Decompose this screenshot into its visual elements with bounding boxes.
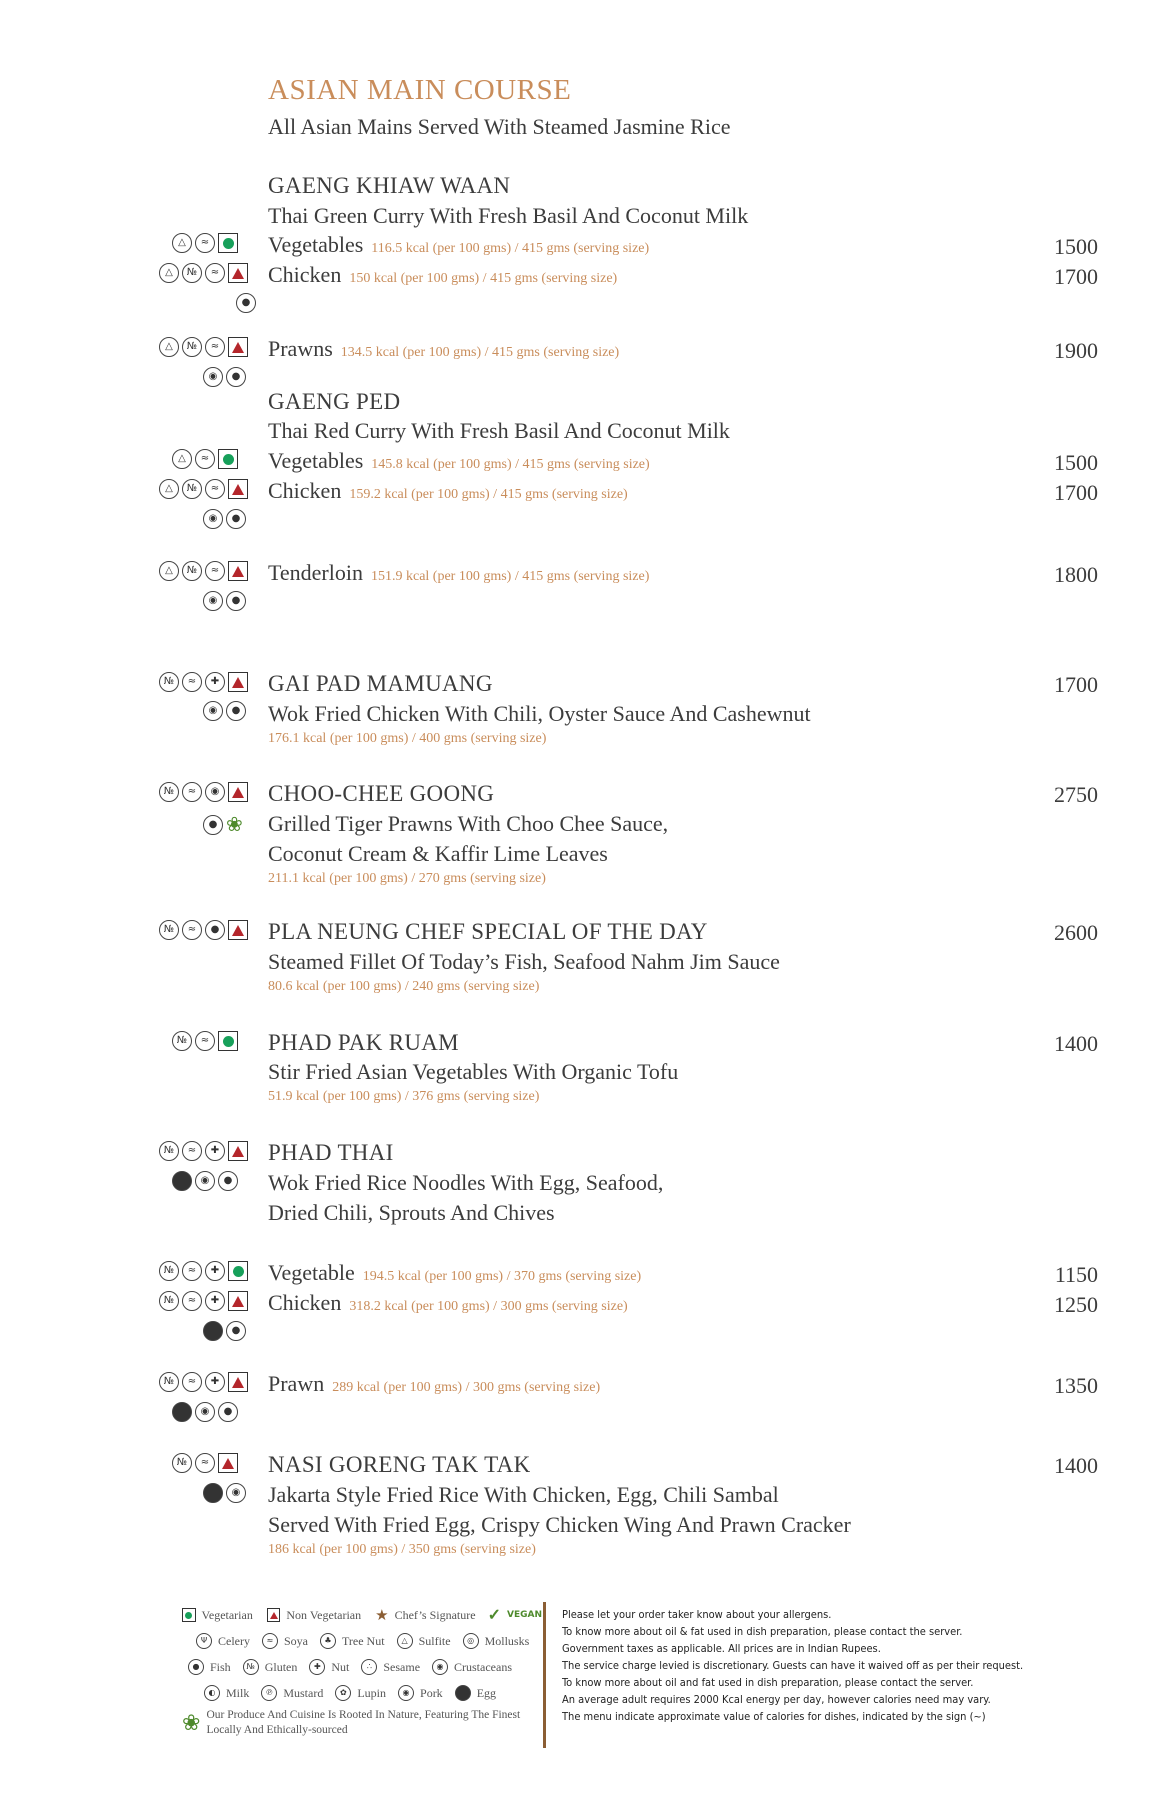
sulfite-icon: △ — [159, 263, 179, 283]
dish-name-pla-neung: PLA NEUNG CHEF SPECIAL OF THE DAY — [268, 919, 708, 944]
fish-icon: ● — [226, 701, 246, 721]
variant-name: Prawn — [268, 1371, 325, 1396]
allergen-icons — [159, 1372, 248, 1392]
egg-icon — [455, 1685, 471, 1701]
allergen-icons — [172, 1031, 238, 1051]
dish-name-gai-pad-mamuang: GAI PAD MAMUANG — [268, 671, 493, 696]
allergen-icons — [172, 1402, 238, 1422]
non-vegetarian-icon — [228, 479, 248, 499]
sustainable-produce-icon: ❀ — [226, 814, 243, 836]
legend-row — [182, 1680, 542, 1706]
allergen-icons — [172, 1171, 238, 1191]
dish-description: Wok Fried Chicken With Chili, Oyster Sauce And Cashewnut — [268, 701, 811, 726]
egg-icon — [203, 1321, 223, 1341]
section-subtitle: All Asian Mains Served With Steamed Jasmine Rice — [268, 114, 731, 139]
price: 1350 — [1054, 1373, 1098, 1398]
sulfite-icon: △ — [172, 449, 192, 469]
gluten-icon: № — [182, 561, 202, 581]
variant-row — [268, 232, 649, 258]
non-vegetarian-icon — [228, 1372, 248, 1392]
price: 1500 — [1054, 234, 1098, 259]
legend-label: Milk — [226, 1685, 250, 1700]
allergen-icons — [159, 920, 248, 940]
section-title: ASIAN MAIN COURSE — [268, 74, 572, 106]
calorie-info: 176.1 kcal (per 100 gms) / 400 gms (serving size) — [268, 731, 547, 746]
fish-icon: ● — [205, 920, 225, 940]
non-vegetarian-icon — [228, 1291, 248, 1311]
allergen-icons — [159, 1291, 248, 1311]
non-vegetarian-icon — [228, 782, 248, 802]
soya-icon: ≈ — [182, 782, 202, 802]
calorie-info: 289 kcal (per 100 gms) / 300 gms (serving size) — [332, 1380, 601, 1395]
allergen-icons — [159, 337, 248, 357]
soya-icon: ≈ — [182, 920, 202, 940]
legend-label: Tree Nut — [342, 1633, 385, 1648]
calorie-info: 151.9 kcal (per 100 gms) / 415 gms (serving size) — [370, 569, 650, 584]
sulfite-icon: △ — [397, 1633, 413, 1649]
fish-icon: ● — [226, 1321, 246, 1341]
price: 1700 — [1054, 264, 1098, 289]
fish-icon: ● — [218, 1402, 238, 1422]
legend-label: Gluten — [264, 1659, 298, 1674]
dish-name-gaeng-ped: GAENG PED — [268, 389, 401, 414]
tree-nut-icon: ♣ — [320, 1633, 336, 1649]
price: 1500 — [1054, 450, 1098, 475]
produce-note-line: Our Produce And Cuisine Is Rooted In Nature, Featuring The Finest — [206, 1709, 521, 1721]
mollusks-icon: ◎ — [463, 1633, 479, 1649]
price: 1800 — [1054, 562, 1098, 587]
calorie-info: 211.1 kcal (per 100 gms) / 270 gms (serving size) — [268, 871, 546, 886]
dish-description-line: Served With Fried Egg, Crispy Chicken Wing And Prawn Cracker — [268, 1512, 851, 1537]
dish-description: Stir Fried Asian Vegetables With Organic Tofu — [268, 1059, 679, 1084]
soya-icon: ≈ — [205, 263, 225, 283]
crustaceans-icon: ◉ — [203, 367, 223, 387]
non-vegetarian-icon — [228, 672, 248, 692]
non-vegetarian-icon — [218, 1453, 238, 1473]
non-vegetarian-icon — [228, 561, 248, 581]
soya-icon: ≈ — [205, 561, 225, 581]
soya-icon: ≈ — [262, 1633, 278, 1649]
non-vegetarian-icon — [228, 920, 248, 940]
calorie-info: 145.8 kcal (per 100 gms) / 415 gms (serving size) — [371, 457, 650, 472]
vegetarian-icon — [182, 1608, 196, 1622]
dish-name-phad-pak-ruam: PHAD PAK RUAM — [268, 1030, 459, 1055]
dish-description-line: Dried Chili, Sprouts And Chives — [268, 1200, 555, 1225]
price: 1700 — [1054, 480, 1098, 505]
sulfite-icon: △ — [159, 561, 179, 581]
soya-icon: ≈ — [195, 1031, 215, 1051]
legend-row — [182, 1628, 542, 1654]
gluten-icon: № — [159, 1291, 179, 1311]
allergen-icons — [203, 1483, 246, 1503]
variant-row — [268, 478, 628, 504]
dish-name-nasi-goreng: NASI GORENG TAK TAK — [268, 1452, 531, 1477]
sulfite-icon: △ — [159, 337, 179, 357]
legend-label: VEGAN — [506, 1610, 542, 1620]
variant-name: Prawns — [268, 336, 333, 361]
dish-description-line: Coconut Cream & Kaffir Lime Leaves — [268, 841, 608, 866]
dish-name-choo-chee-goong: CHOO-CHEE GOONG — [268, 781, 495, 806]
gluten-icon: № — [159, 672, 179, 692]
nut-icon: ✚ — [205, 1372, 225, 1392]
price: 1900 — [1054, 338, 1098, 363]
footer-note: The menu indicate approximate value of calories for dishes, indicated by the sign (~) — [562, 1710, 986, 1723]
allergen-icons — [203, 812, 243, 837]
dish-name-phad-thai: PHAD THAI — [268, 1140, 394, 1165]
legend-label: Mustard — [283, 1685, 324, 1700]
calorie-info: 194.5 kcal (per 100 gms) / 370 gms (serving size) — [362, 1269, 642, 1284]
footer-note: An average adult requires 2000 Kcal energy per day, however calories need may vary. — [562, 1693, 991, 1706]
non-vegetarian-icon — [228, 337, 248, 357]
variant-name: Chicken — [268, 1290, 342, 1315]
calorie-info: 318.2 kcal (per 100 gms) / 300 gms (serving size) — [349, 1299, 628, 1314]
variant-row — [268, 336, 619, 362]
legend-label: Celery — [218, 1633, 250, 1648]
sesame-icon: ∴ — [361, 1659, 377, 1675]
price: 2750 — [1054, 782, 1098, 807]
leaf-icon: ❀ — [182, 1710, 201, 1735]
allergen-icons — [159, 672, 248, 692]
allergen-icons — [159, 263, 248, 283]
soya-icon: ≈ — [182, 1372, 202, 1392]
allergen-icons — [203, 701, 246, 721]
price: 2600 — [1054, 920, 1098, 945]
soya-icon: ≈ — [195, 1453, 215, 1473]
crustaceans-icon: ◉ — [432, 1659, 448, 1675]
crustaceans-icon: ◉ — [195, 1171, 215, 1191]
dish-name-gaeng-khiaw-waan: GAENG KHIAW WAAN — [268, 173, 511, 198]
gluten-icon: № — [172, 1031, 192, 1051]
variant-name: Chicken — [268, 478, 342, 503]
crustaceans-icon: ◉ — [203, 591, 223, 611]
vegetarian-icon — [218, 449, 238, 469]
nut-icon: ✚ — [205, 1261, 225, 1281]
gluten-icon: № — [159, 920, 179, 940]
egg-icon — [172, 1171, 192, 1191]
produce-note — [182, 1708, 542, 1738]
legend-label: Mollusks — [484, 1633, 530, 1648]
price: 1700 — [1054, 672, 1098, 697]
fish-icon: ● — [226, 367, 246, 387]
fish-icon: ● — [236, 293, 256, 313]
gluten-icon: № — [159, 1372, 179, 1392]
lupin-icon: ✿ — [335, 1685, 351, 1701]
non-vegetarian-icon — [267, 1608, 281, 1622]
nut-icon: ✚ — [205, 672, 225, 692]
variant-row — [268, 560, 649, 586]
mustard-icon: ℗ — [261, 1685, 277, 1701]
crustaceans-icon: ◉ — [205, 782, 225, 802]
legend-label: Egg — [476, 1685, 497, 1700]
dish-description: Steamed Fillet Of Today’s Fish, Seafood Nahm Jim Sauce — [268, 949, 780, 974]
variant-name: Chicken — [268, 262, 342, 287]
variant-row — [268, 1371, 600, 1397]
variant-name: Vegetables — [268, 232, 364, 257]
crustaceans-icon: ◉ — [195, 1402, 215, 1422]
legend-row — [182, 1654, 542, 1680]
egg-icon — [172, 1402, 192, 1422]
allergen-icons — [172, 233, 238, 253]
allergen-icons — [159, 782, 248, 802]
footer-note: To know more about oil & fat used in dish preparation, please contact the server. — [562, 1625, 963, 1638]
gluten-icon: № — [159, 782, 179, 802]
allergen-icons — [172, 1453, 238, 1473]
allergen-icons — [203, 1321, 246, 1341]
gluten-icon: № — [182, 263, 202, 283]
dish-description-line: Grilled Tiger Prawns With Choo Chee Sauce, — [268, 811, 669, 836]
footer-notes — [562, 1606, 1023, 1725]
calorie-info: 159.2 kcal (per 100 gms) / 415 gms (serving size) — [349, 487, 628, 502]
fish-icon: ● — [226, 509, 246, 529]
legend-label: Sesame — [383, 1659, 421, 1674]
legend-label: Crustaceans — [454, 1659, 512, 1674]
legend-label: Pork — [420, 1685, 443, 1700]
gluten-icon: № — [182, 479, 202, 499]
soya-icon: ≈ — [205, 337, 225, 357]
crustaceans-icon: ◉ — [203, 701, 223, 721]
soya-icon: ≈ — [182, 1141, 202, 1161]
legend-label: Sulfite — [418, 1633, 451, 1648]
sulfite-icon: △ — [159, 479, 179, 499]
variant-row — [268, 262, 617, 288]
dish-description: Thai Red Curry With Fresh Basil And Coconut Milk — [268, 418, 730, 443]
variant-name: Vegetable — [268, 1260, 355, 1285]
variant-name: Tenderloin — [268, 560, 363, 585]
soya-icon: ≈ — [205, 479, 225, 499]
dish-description-line: Jakarta Style Fried Rice With Chicken, Egg, Chili Sambal — [268, 1482, 779, 1507]
legend-label: Lupin — [357, 1685, 387, 1700]
nut-icon: ✚ — [205, 1141, 225, 1161]
allergen-icons — [172, 449, 238, 469]
calorie-info: 186 kcal (per 100 gms) / 350 gms (serving size) — [268, 1542, 536, 1557]
legend-label: Vegetarian — [201, 1607, 253, 1622]
vegetarian-icon — [228, 1261, 248, 1281]
fish-icon: ● — [218, 1171, 238, 1191]
egg-icon — [203, 1483, 223, 1503]
price: 1400 — [1054, 1453, 1098, 1478]
non-vegetarian-icon — [228, 263, 248, 283]
calorie-info: 134.5 kcal (per 100 gms) / 415 gms (serving size) — [340, 345, 620, 360]
variant-name: Vegetables — [268, 448, 364, 473]
dish-description-line: Wok Fried Rice Noodles With Egg, Seafood, — [268, 1170, 664, 1195]
vegetarian-icon — [218, 1031, 238, 1051]
allergen-icons — [203, 509, 246, 529]
pork-icon: ◉ — [398, 1685, 414, 1701]
star-icon: ★ — [375, 1607, 389, 1624]
price: 1150 — [1054, 1262, 1098, 1287]
legend — [182, 1602, 542, 1738]
vegan-check-icon: ✓ — [487, 1607, 501, 1624]
soya-icon: ≈ — [182, 1261, 202, 1281]
footer-note: Government taxes as applicable. All prices are in Indian Rupees. — [562, 1642, 881, 1655]
variant-row — [268, 448, 650, 474]
calorie-info: 80.6 kcal (per 100 gms) / 240 gms (serving size) — [268, 979, 540, 994]
footer-note: The service charge levied is discretionary. Guests can have it waived off as per their request. — [562, 1659, 1024, 1672]
sulfite-icon: △ — [172, 233, 192, 253]
legend-label: Soya — [284, 1633, 308, 1648]
celery-icon: Ψ — [196, 1633, 212, 1649]
soya-icon: ≈ — [182, 672, 202, 692]
gluten-icon: № — [159, 1141, 179, 1161]
dish-description: Thai Green Curry With Fresh Basil And Coconut Milk — [268, 203, 749, 228]
gluten-icon: № — [243, 1659, 259, 1675]
allergen-icons — [159, 1261, 248, 1281]
soya-icon: ≈ — [182, 1291, 202, 1311]
allergen-icons — [203, 367, 246, 387]
allergen-icons — [159, 479, 248, 499]
non-vegetarian-icon — [228, 1141, 248, 1161]
fish-icon: ● — [188, 1659, 204, 1675]
allergen-icons — [159, 561, 248, 581]
legend-row — [182, 1602, 542, 1628]
calorie-info: 51.9 kcal (per 100 gms) / 376 gms (serving size) — [268, 1089, 540, 1104]
legend-label: Fish — [210, 1659, 231, 1674]
allergen-icons — [236, 293, 256, 313]
legend-label: Nut — [331, 1659, 350, 1674]
produce-note-line: Locally And Ethically-sourced — [206, 1724, 348, 1736]
allergen-icons — [159, 1141, 248, 1161]
legend-label: Non Vegetarian — [286, 1607, 362, 1622]
milk-icon: ◐ — [204, 1685, 220, 1701]
fish-icon: ● — [226, 591, 246, 611]
price: 1250 — [1054, 1292, 1098, 1317]
variant-row — [268, 1290, 628, 1316]
variant-row — [268, 1260, 641, 1286]
footer-divider — [543, 1602, 546, 1748]
footer-note: Please let your order taker know about your allergens. — [562, 1608, 832, 1621]
nut-icon: ✚ — [205, 1291, 225, 1311]
allergen-icons — [203, 591, 246, 611]
calorie-info: 150 kcal (per 100 gms) / 415 gms (serving size) — [349, 271, 618, 286]
fish-icon: ● — [203, 815, 223, 835]
calorie-info: 116.5 kcal (per 100 gms) / 415 gms (serving size) — [371, 241, 650, 256]
crustaceans-icon: ◉ — [203, 509, 223, 529]
price: 1400 — [1054, 1031, 1098, 1056]
nut-icon: ✚ — [309, 1659, 325, 1675]
vegetarian-icon — [218, 233, 238, 253]
crustaceans-icon: ◉ — [226, 1483, 246, 1503]
gluten-icon: № — [182, 337, 202, 357]
footer-note: To know more about oil and fat used in dish preparation, please contact the server. — [562, 1676, 974, 1689]
gluten-icon: № — [159, 1261, 179, 1281]
gluten-icon: № — [172, 1453, 192, 1473]
soya-icon: ≈ — [195, 449, 215, 469]
legend-label: Chef’s Signature — [394, 1607, 476, 1622]
soya-icon: ≈ — [195, 233, 215, 253]
